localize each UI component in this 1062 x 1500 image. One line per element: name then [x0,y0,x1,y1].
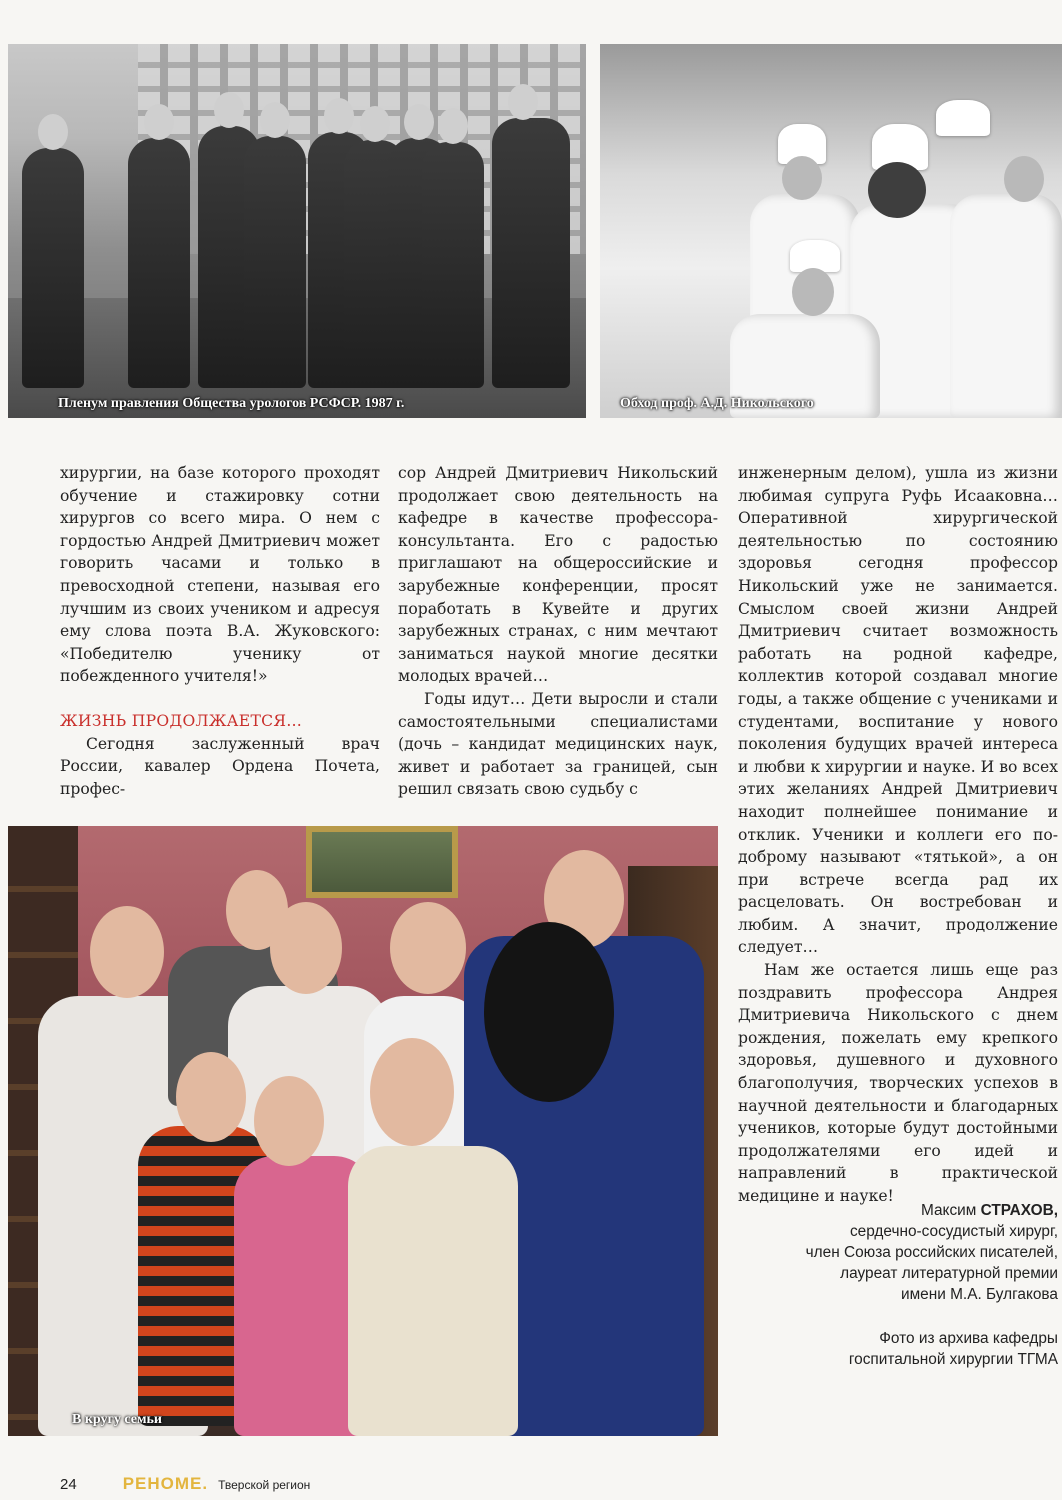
author-title: имени М.А. Булгакова [901,1286,1058,1303]
person-figure [22,148,84,388]
doctor-face [792,268,834,316]
magazine-region: Тверской регион [218,1478,311,1492]
photo-plenum-urologists [8,44,586,418]
paragraph: хирургии, на базе которого проходят обучение и стажировку сотни хирургов со всего мира. О нем с гордостью Андрей Дмитриевич может говорить часами и только в превосходной степени, называя его лучшим из своих учеником и адресуя ему слова поэта В.А. Жуковского: «Победителю ученику от побежденного учителя!» [60,464,380,686]
author-title: член Союза российских писателей, [805,1244,1058,1261]
doctor-face [868,162,926,218]
author-signature [638,1200,1058,1305]
doctor-cap [936,100,990,136]
person-figure [128,138,190,388]
family-member-head [254,1076,324,1166]
page-number: 24 [60,1476,77,1493]
photo-credit-line: Фото из архива кафедры [879,1330,1058,1347]
photo-caption: Обход проф. А.Д. Никольского [620,396,814,411]
doctor-face [782,156,822,200]
author-first-name: Максим [920,1202,977,1219]
black-poodle [484,922,614,1102]
paragraph: сор Андрей Дмитриевич Никольский продолжает свою деятельность на кафедре в качестве профессора-консультанта. Его с радостью приглашают на общероссийские и зарубежные конференции, просят поработать в Кувейте и других зарубежных странах, с ним мечтают заниматься наукой многие десятки молодых врачей… [398,464,718,686]
paragraph: Сегодня заслуженный врач России, кавалер Ордена Почета, профес- [60,734,380,798]
photo-caption: В кругу семьи [72,1412,162,1427]
section-heading: ЖИЗНЬ ПРОДОЛЖАЕТСЯ… [60,711,303,730]
person-figure [244,136,306,388]
paragraph: Годы идут… Дети выросли и стали самостоятельными специалистами (дочь – кандидат медицинских наук, живет и работает за границей, сын решил связать свою судьбу с [398,689,718,799]
photo-credit [638,1328,1058,1370]
article-column-1 [60,462,380,800]
author-name-line [638,1200,1058,1221]
author-title: лауреат литературной премии [840,1265,1058,1282]
page-footer [60,1474,310,1498]
paragraph: инженерным делом), ушла из жизни любимая супруга Руфь Исааковна… Оперативной хирургической деятельностью по состоянию здоровья сегодня профессор Никольский уже не занимается. Смыслом своей жизни Андрей Дмитриевич считает возможность работать на родной кафедре, коллектив которой создавал многие годы, а также общение с учениками и студентами, воспитание у нового поколения будущих врачей интереса и любви к хирургии и науке. И во всех этих желаниях Андрей Дмитриевич находит полнейшее понимание и отклик. Ученики и коллеги его по-доброму называют «тятькой», а он при встрече всегда рад их расцеловать. Он востребован и любим. А значит, продолжение следует… [738,464,1058,957]
family-member-head [270,902,342,994]
person-figure [422,142,484,388]
doctor-face [1004,156,1044,202]
photo-ward-round [600,44,1062,418]
paragraph: Нам же остается лишь еще раз поздравить профессора Андрея Дмитриевича Никольского с днем рождения, пожелать ему крепкого здоровья, душевного и духовного благополучия, творческих успехов в научной деятельности и благодарных учеников, которые будут достойными продолжателями его идей и направлений в практической медицине и науке! [738,961,1058,1205]
person-figure [492,118,570,388]
family-member-head [390,902,466,994]
photo-family [8,826,718,1436]
article-column-2 [398,462,718,801]
author-last-name: СТРАХОВ, [980,1202,1058,1219]
photo-caption: Пленум правления Общества урологов РСФСР. 1987 г. [58,396,405,411]
family-member-head [90,906,164,998]
article-column-3 [738,462,1058,1208]
author-title: сердечно-сосудистый хирург, [849,1223,1058,1240]
family-member-head [370,1038,454,1146]
family-member-head [176,1052,246,1142]
wall-painting [306,826,458,898]
photo-credit-line: госпитальной хирургии ТГМА [848,1351,1058,1368]
doctor-coat [950,194,1062,418]
magazine-logo: РЕНОМЕ. [122,1474,209,1493]
family-member [348,1146,518,1436]
